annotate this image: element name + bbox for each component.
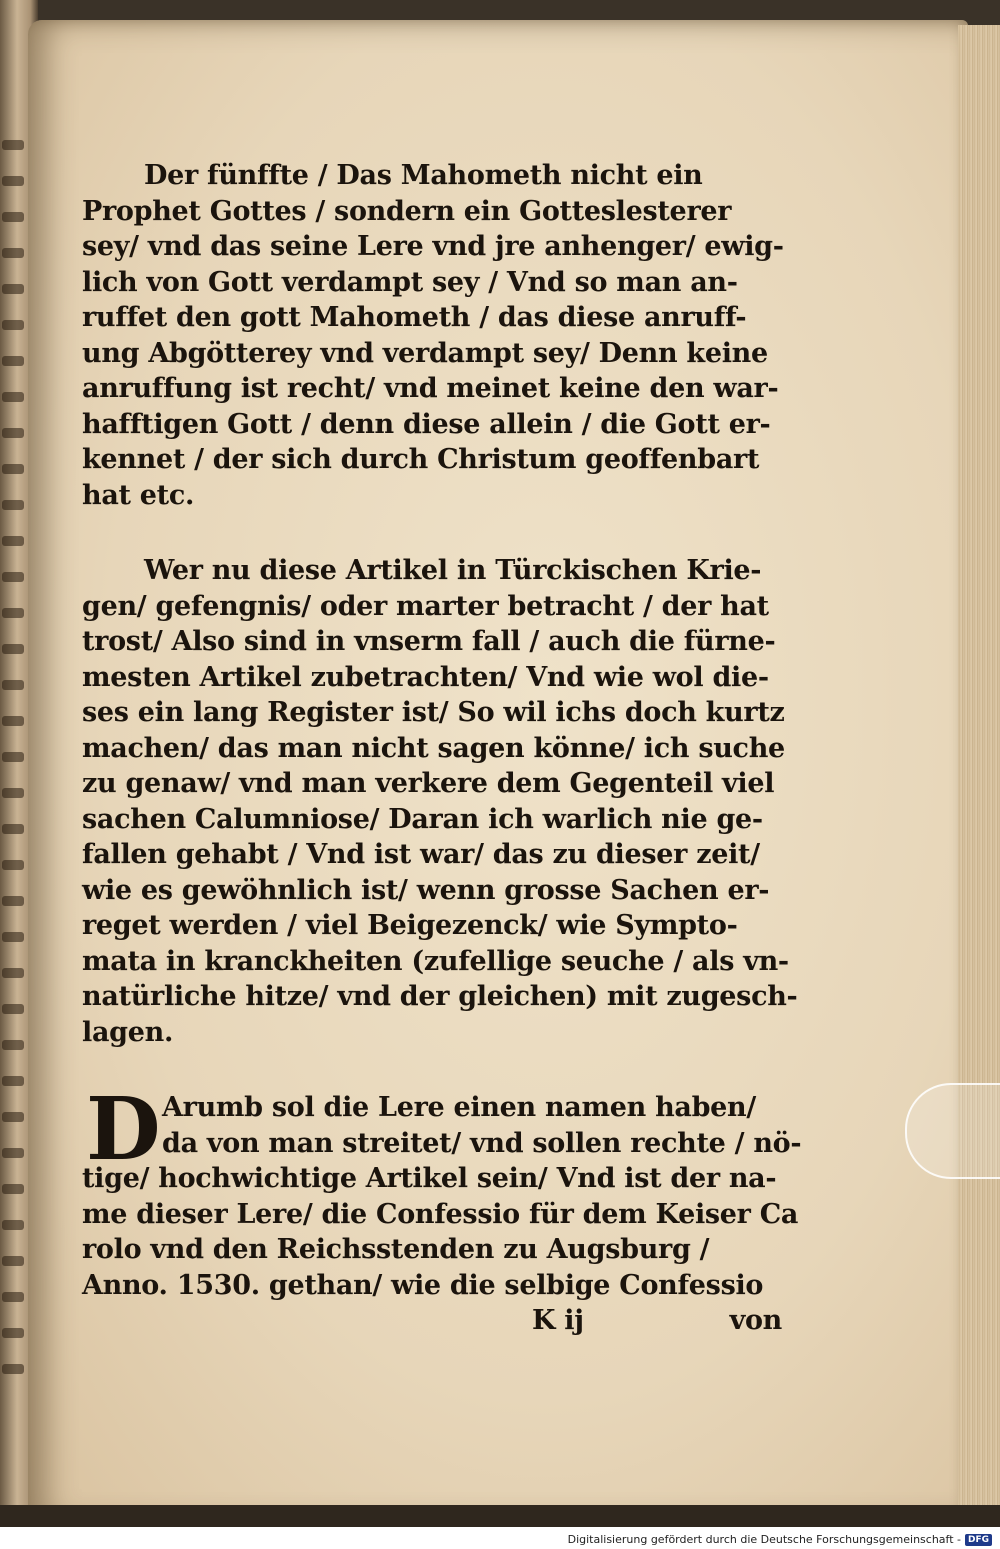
- bleed-mark: [2, 932, 24, 942]
- bleed-mark: [2, 1364, 24, 1374]
- page-text: [82, 158, 802, 1339]
- bleed-mark: [2, 464, 24, 474]
- bleed-mark: [2, 1292, 24, 1302]
- bleed-mark: [2, 284, 24, 294]
- bleed-mark: [2, 608, 24, 618]
- text-line: Arumb sol die Lere einen namen haben/: [162, 1092, 756, 1123]
- facing-page-bleed: [0, 0, 30, 1527]
- signature-mark: K ij: [532, 1305, 584, 1336]
- bleed-mark: [2, 140, 24, 150]
- dfg-logo: DFG: [965, 1534, 992, 1546]
- paragraph-3: [82, 1079, 802, 1303]
- text-line: reget werden / viel Beigezenck/ wie Sympto-: [82, 910, 738, 941]
- text-line: kennet / der sich durch Christum geoffenbart: [82, 444, 760, 475]
- paragraph-2: [82, 553, 798, 1050]
- bleed-mark: [2, 1004, 24, 1014]
- text-line: lagen.: [82, 1016, 174, 1048]
- bleed-mark: [2, 212, 24, 222]
- text-line: ung Abgötterey vnd verdampt sey/ Denn keine: [82, 337, 768, 369]
- bleed-mark: [2, 1220, 24, 1230]
- text-line: Wer nu diese Artikel in Türckischen Krie-: [144, 555, 762, 586]
- text-line: mesten Artikel zubetrachten/ Vnd wie wol die-: [82, 661, 769, 693]
- page-edges: [958, 25, 1000, 1525]
- bleed-mark: [2, 824, 24, 834]
- bleed-mark: [2, 1148, 24, 1158]
- text-line: fallen gehabt / Vnd ist war/ das zu dieser zeit/: [82, 839, 760, 870]
- text-line: ruffet den gott Mahometh / das diese anruff-: [82, 302, 747, 333]
- text-line: ses ein lang Register ist/ So wil ichs doch kurtz: [82, 697, 785, 728]
- text-line: natürliche hitze/ vnd der gleichen) mit zugesch-: [82, 981, 798, 1012]
- bleed-mark: [2, 392, 24, 402]
- bleed-mark: [2, 752, 24, 762]
- funding-credit-text: Digitalisierung gefördert durch die Deutsche Forschungsgemeinschaft -: [567, 1533, 961, 1546]
- text-line: anruffung ist recht/ vnd meinet keine den war-: [82, 373, 779, 404]
- bleed-mark: [2, 680, 24, 690]
- text-line: mata in kranckheiten (zufellige seuche / als vn-: [82, 945, 789, 977]
- scan-bottom-shadow: [0, 1505, 1000, 1527]
- bleed-mark: [2, 1328, 24, 1338]
- text-line: wie es gewöhnlich ist/ wenn grosse Sachen er-: [82, 874, 770, 906]
- bleed-mark: [2, 788, 24, 798]
- text-line: machen/ das man nicht sagen könne/ ich suche: [82, 732, 785, 764]
- page-clip-tab: [905, 1083, 1000, 1179]
- text-line: zu genaw/ vnd man verkere dem Gegenteil viel: [82, 768, 775, 799]
- text-line: sey/ vnd das seine Lere vnd jre anhenger/ ewig-: [82, 231, 784, 262]
- bleed-mark: [2, 500, 24, 510]
- text-line: da von man streitet/ vnd sollen rechte / nö-: [162, 1127, 802, 1159]
- text-line: gen/ gefengnis/ oder marter betracht / der hat: [82, 590, 769, 622]
- paragraph-1: [82, 158, 794, 513]
- bleed-mark: [2, 1076, 24, 1086]
- text-line: hat etc.: [82, 479, 195, 511]
- bleed-mark: [2, 572, 24, 582]
- drop-cap: D: [86, 1079, 161, 1180]
- bleed-mark: [2, 860, 24, 870]
- bleed-mark: [2, 644, 24, 654]
- text-line: sachen Calumniose/ Daran ich warlich nie ge-: [82, 803, 763, 835]
- bleed-mark: [2, 356, 24, 366]
- funding-credit: [568, 1533, 992, 1546]
- bleed-mark: [2, 536, 24, 546]
- text-line: Prophet Gottes / sondern ein Gotteslesterer: [82, 195, 732, 227]
- text-line: trost/ Also sind in vnserm fall / auch die fürne-: [82, 626, 776, 657]
- bleed-mark: [2, 428, 24, 438]
- bleed-mark: [2, 1040, 24, 1050]
- bleed-mark: [2, 320, 24, 330]
- text-line: me dieser Lere/ die Confessio für dem Keiser Ca: [82, 1198, 799, 1230]
- bleed-mark: [2, 1112, 24, 1122]
- bleed-mark: [2, 1184, 24, 1194]
- bleed-mark: [2, 1256, 24, 1266]
- text-line: hafftigen Gott / denn diese allein / die Gott er-: [82, 408, 771, 440]
- catchword: von: [729, 1305, 782, 1336]
- bleed-mark: [2, 176, 24, 186]
- text-line: lich von Gott verdampt sey / Vnd so man an-: [82, 266, 738, 298]
- text-line: Der fünffte / Das Mahometh nicht ein: [144, 160, 703, 191]
- bleed-mark: [2, 716, 24, 726]
- bleed-mark: [2, 896, 24, 906]
- text-line: Anno. 1530. gethan/ wie die selbige Confessio: [82, 1269, 764, 1301]
- text-line: rolo vnd den Reichsstenden zu Augsburg /: [82, 1234, 710, 1265]
- page-footer-line: [82, 1303, 782, 1339]
- bleed-mark: [2, 248, 24, 258]
- text-line: tige/ hochwichtige Artikel sein/ Vnd ist der na-: [82, 1163, 777, 1194]
- bleed-mark: [2, 968, 24, 978]
